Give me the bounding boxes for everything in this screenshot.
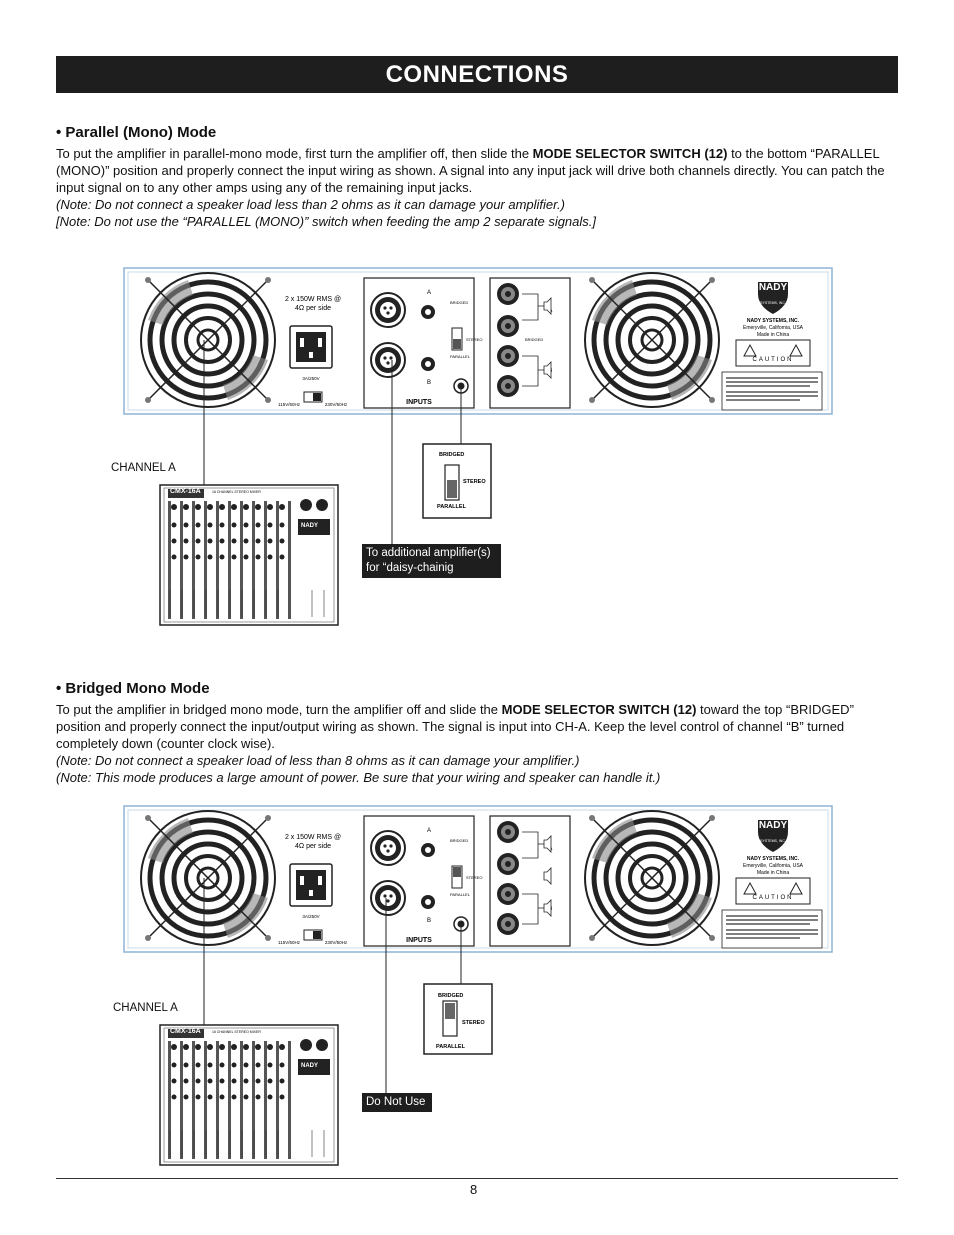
panel-switch-parallel: PARALLEL [450, 354, 470, 359]
parallel-heading: • Parallel (Mono) Mode [56, 124, 217, 141]
parallel-note-2: [Note: Do not use the “PARALLEL (MONO)” switch when feeding the amp 2 separate signals.] [56, 214, 597, 229]
brand-logo-sub: SYSTEMS, INC. [760, 301, 786, 305]
company-name-2: NADY SYSTEMS, INC. [746, 856, 800, 862]
daisy-chain-line-1: To additional amplifier(s) [366, 547, 491, 559]
panel-switch-stereo-2: STEREO [466, 875, 483, 880]
inputs-label-2: INPUTS [406, 937, 432, 944]
detail-stereo-2: STEREO [462, 1020, 485, 1026]
daisy-chain-callout [362, 544, 501, 578]
detail-stereo: STEREO [463, 479, 486, 485]
bridged-section [56, 680, 898, 786]
detail-parallel: PARALLEL [437, 504, 466, 510]
voltage-left-2: 115V/60Hz [278, 940, 300, 945]
voltage-right: 230V/50Hz [324, 402, 348, 407]
mixer-subtitle: 16 CHANNEL STEREO MIXER [212, 490, 261, 494]
mixer-2 [160, 1025, 338, 1165]
panel-switch-bridged: BRIDGED [450, 300, 469, 305]
page-number: 8 [470, 1182, 478, 1197]
input-b-label-2: B [427, 918, 432, 924]
parallel-section [56, 124, 898, 230]
input-a-label-2: A [427, 828, 432, 834]
company-city-2: Emeryville, California, USA [742, 863, 804, 869]
rating-line-2: 4Ω per side [295, 305, 331, 312]
detail-bridged-2: BRIDGED [438, 993, 464, 999]
brand-logo-text: NADY [758, 282, 788, 293]
daisy-chain-line-2: for “daisy-chainig [366, 562, 454, 574]
bridged-channel-label: CHANNEL A [113, 1002, 178, 1014]
bridged-heading: • Bridged Mono Mode [56, 680, 210, 697]
page-title: CONNECTIONS [385, 61, 569, 88]
rating-line-1: 2 x 150W RMS @ [284, 296, 342, 303]
output-bridged-label: BRIDGED [525, 337, 544, 342]
company-name: NADY SYSTEMS, INC. [746, 318, 800, 324]
detail-parallel-2: PARALLEL [436, 1044, 465, 1050]
mixer-brand-2: NADY [301, 1063, 319, 1069]
panel-switch-stereo: STEREO [466, 337, 483, 342]
mixer-brand: NADY [301, 523, 319, 529]
input-b-label: B [427, 380, 432, 386]
xlr-input-b [371, 343, 405, 377]
parallel-diagram [0, 260, 954, 640]
fuse-label: 3A/250V [302, 376, 320, 381]
bridged-paragraph [56, 701, 898, 752]
do-not-use-callout: Do Not Use [362, 1093, 432, 1112]
fan-right [585, 273, 719, 407]
parallel-text-1: To put the amplifier in parallel-mono mode, first turn the amplifier off, then slide the [56, 146, 533, 161]
xlr-input-a-2 [371, 831, 405, 865]
brand-logo-sub-2: SYSTEMS, INC. [760, 839, 786, 843]
fuse-label-2: 3A/250V [302, 914, 320, 919]
bridged-note-2: (Note: This mode produces a large amount of power. Be sure that your wiring and speaker can handle it.) [56, 770, 661, 785]
xlr-input-a [371, 293, 405, 327]
bridged-bold-text: MODE SELECTOR SWITCH (12) [501, 702, 697, 717]
detail-bridged: BRIDGED [439, 452, 465, 458]
made-in-2: Made in China [756, 870, 790, 876]
bridged-note-1: (Note: Do not connect a speaker load of less than 8 ohms as it can damage your amplifier.) [56, 753, 580, 768]
fan-left [141, 273, 275, 407]
company-city: Emeryville, California, USA [742, 325, 804, 331]
xlr-input-b-2 [371, 881, 405, 915]
parallel-channel-label: CHANNEL A [111, 462, 176, 474]
bridged-text-1: To put the amplifier in bridged mono mode, turn the amplifier off and slide the [56, 702, 502, 717]
caution-label-2: CAUTION [752, 895, 794, 901]
rating-line-1-2: 2 x 150W RMS @ [284, 834, 342, 841]
panel-switch-bridged-2: BRIDGED [450, 838, 469, 843]
parallel-note-1: (Note: Do not connect a speaker load less than 2 ohms as it can damage your amplifier.) [56, 197, 565, 212]
made-in: Made in China [756, 332, 790, 338]
rating-line-2-2: 4Ω per side [295, 843, 331, 850]
bridged-text-2: toward the top “BRIDGED” position and properly connect the input/output wiring as shown. The signal is input into CH-A. Keep the level control of channel “B” turned completely down (counter clock wise). [56, 702, 854, 751]
mixer-model-2: CMX-16A [170, 1028, 201, 1035]
brand-logo-text-2: NADY [758, 820, 788, 831]
caution-label: CAUTION [752, 357, 794, 363]
panel-switch-parallel-2: PARALLEL [450, 892, 470, 897]
fan-right-2 [585, 811, 719, 945]
inputs-label: INPUTS [406, 399, 432, 406]
parallel-text-2: to the bottom “PARALLEL (MONO)” position and properly connect the input wiring as shown. A signal into any input jack will drive both channels directly. You can patch the input signal on to any other amps using any of the remaining input jacks. [56, 146, 885, 195]
parallel-paragraph [56, 145, 898, 196]
voltage-left: 115V/60Hz [278, 402, 300, 407]
parallel-bold-text: MODE SELECTOR SWITCH (12) [532, 146, 728, 161]
footer-divider [56, 1178, 898, 1179]
mixer [160, 485, 338, 625]
voltage-right-2: 230V/50Hz [324, 940, 348, 945]
mixer-model: CMX-16A [170, 488, 201, 495]
bridged-diagram [0, 798, 954, 1178]
fan-left-2 [141, 811, 275, 945]
mixer-subtitle-2: 16 CHANNEL STEREO MIXER [212, 1030, 261, 1034]
input-a-label: A [427, 290, 432, 296]
page-header-bar [56, 56, 898, 93]
